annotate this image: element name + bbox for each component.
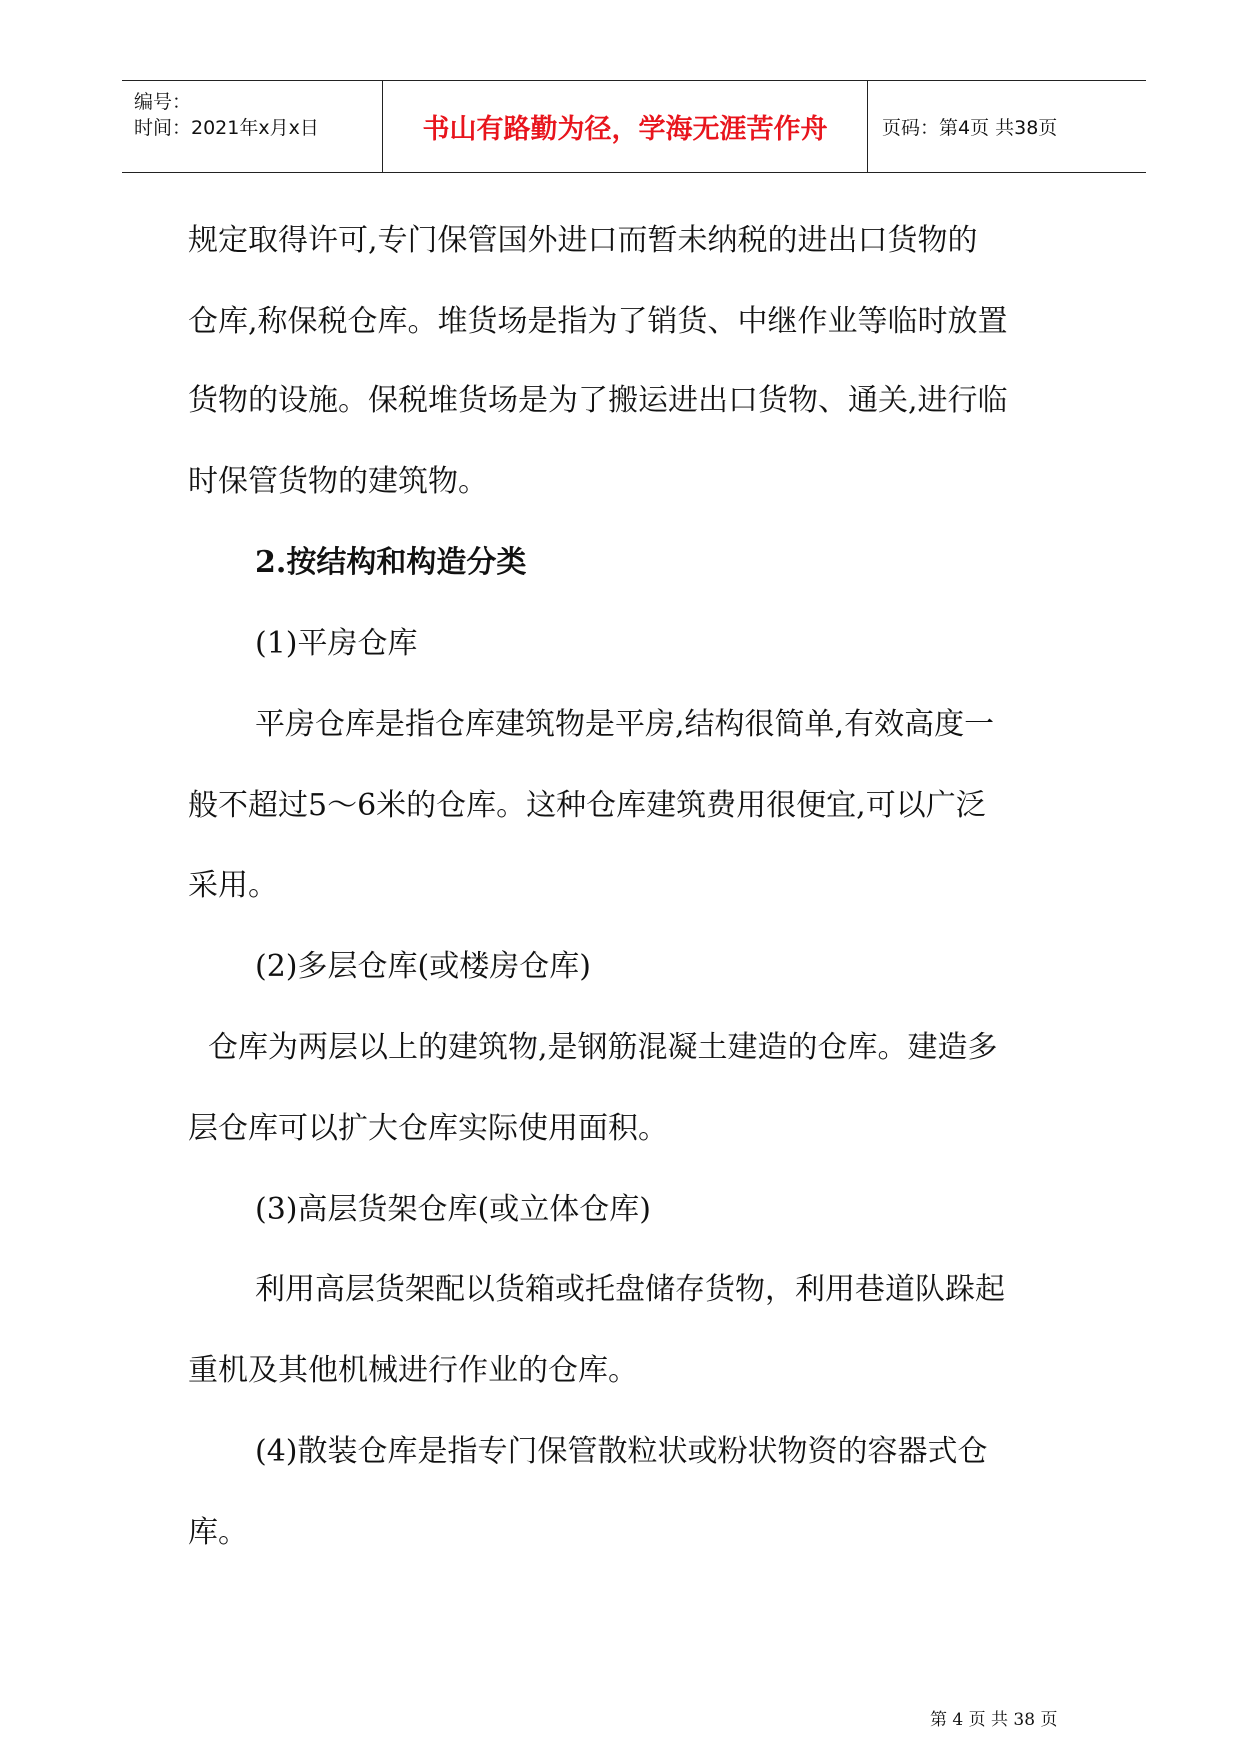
header-info-cell	[122, 81, 382, 172]
body-line: 般不超过5～6米的仓库。这种仓库建筑费用很便宜,可以广泛	[188, 788, 986, 823]
document-time-label: 时间：2021年x月x日	[134, 117, 319, 139]
body-line: 利用高层货架配以货箱或托盘储存货物，利用巷道队跺起	[255, 1272, 1005, 1307]
header-motto-cell	[382, 81, 868, 172]
body-line: 采用。	[188, 868, 278, 903]
section-heading: 2.按结构和构造分类	[255, 545, 527, 580]
body-line: 平房仓库是指仓库建筑物是平房,结构很简单,有效高度一	[255, 707, 995, 742]
body-line: 库。	[188, 1515, 248, 1550]
body-line: 仓库,称保税仓库。堆货场是指为了销货、中继作业等临时放置	[188, 304, 1008, 339]
document-number-label: 编号：	[134, 91, 192, 113]
body-line: 层仓库可以扩大仓库实际使用面积。	[188, 1111, 668, 1146]
header-page-cell	[868, 81, 1146, 172]
body-line: 仓库为两层以上的建筑物,是钢筋混凝土建造的仓库。建造多	[208, 1030, 998, 1065]
page-footer: 第 4 页 共 38 页	[930, 1710, 1058, 1730]
subsection-title: (3)高层货架仓库(或立体仓库)	[255, 1192, 651, 1227]
body-line: 时保管货物的建筑物。	[188, 464, 488, 499]
subsection-title: (2)多层仓库(或楼房仓库)	[255, 949, 591, 984]
header-page-label: 页码：第4页 共38页	[882, 117, 1058, 139]
body-line: (4)散装仓库是指专门保管散粒状或粉状物资的容器式仓	[255, 1434, 988, 1469]
body-line: 规定取得许可,专门保管国外进口而暂未纳税的进出口货物的	[188, 223, 978, 258]
header-motto: 书山有路勤为径，学海无涯苦作舟	[422, 114, 828, 145]
subsection-title: (1)平房仓库	[255, 626, 418, 661]
body-line: 货物的设施。保税堆货场是为了搬运进出口货物、通关,进行临	[188, 383, 1008, 418]
document-header	[122, 80, 1146, 173]
body-line: 重机及其他机械进行作业的仓库。	[188, 1353, 638, 1388]
